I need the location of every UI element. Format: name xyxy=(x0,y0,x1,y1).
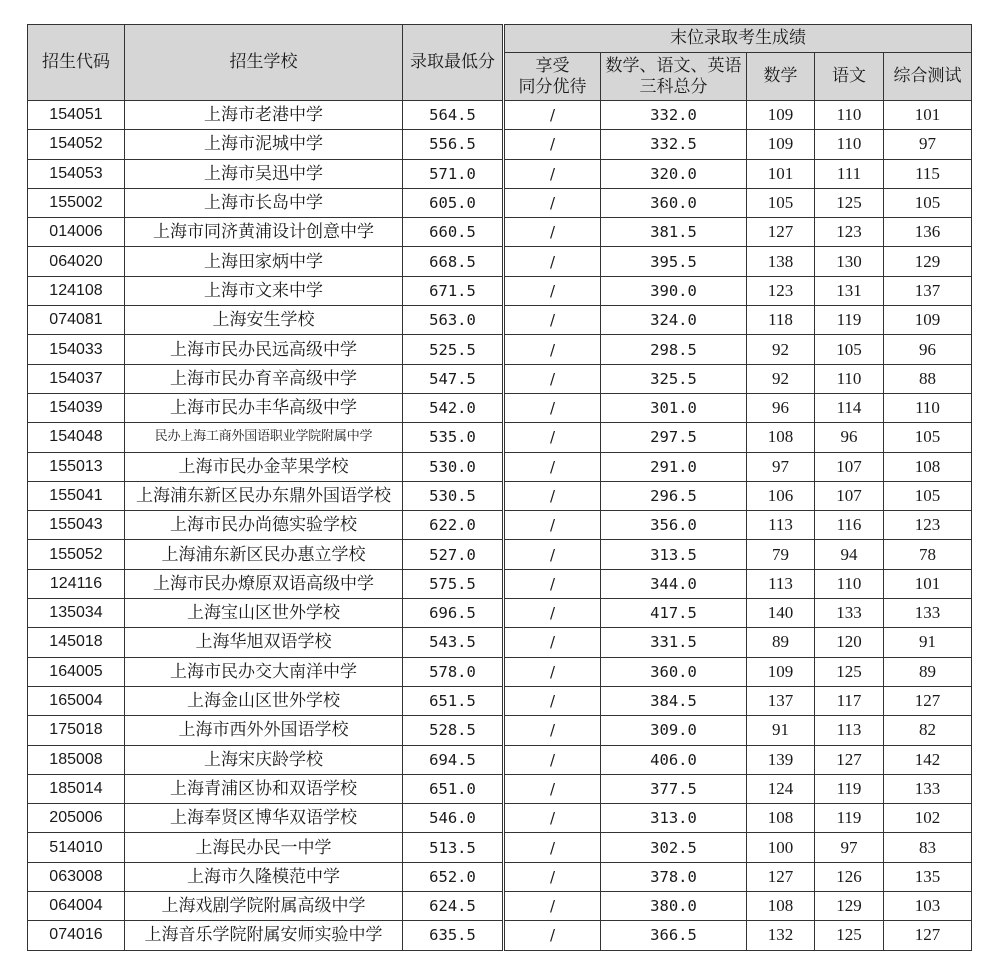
cell-code: 154039 xyxy=(28,393,125,422)
cell-school: 上海市民办丰华高级中学 xyxy=(125,393,403,422)
cell-code: 185008 xyxy=(28,745,125,774)
cell-school: 上海市民办燎原双语高级中学 xyxy=(125,569,403,598)
cell-school: 上海市文来中学 xyxy=(125,276,403,305)
cell-chinese: 110 xyxy=(815,101,884,130)
cell-school: 民办上海工商外国语职业学院附属中学 xyxy=(125,423,403,452)
cell-chinese: 127 xyxy=(815,745,884,774)
table-row xyxy=(28,804,972,833)
cell-math: 138 xyxy=(747,247,815,276)
cell-three-subject-total: 313.0 xyxy=(601,804,747,833)
cell-code: 154037 xyxy=(28,364,125,393)
cell-min-score: 605.0 xyxy=(403,188,504,217)
cell-code: 164005 xyxy=(28,657,125,686)
cell-priority: / xyxy=(504,599,601,628)
cell-priority: / xyxy=(504,862,601,891)
cell-chinese: 116 xyxy=(815,511,884,540)
table-row xyxy=(28,247,972,276)
cell-comprehensive: 97 xyxy=(884,130,972,159)
cell-comprehensive: 137 xyxy=(884,276,972,305)
cell-priority: / xyxy=(504,452,601,481)
cell-math: 108 xyxy=(747,804,815,833)
table-row xyxy=(28,540,972,569)
cell-math: 108 xyxy=(747,892,815,921)
table-row xyxy=(28,686,972,715)
cell-school: 上海音乐学院附属安师实验中学 xyxy=(125,921,403,950)
cell-three-subject-total: 324.0 xyxy=(601,306,747,335)
header-three-subject-total: 数学、语文、英语三科总分 xyxy=(601,53,747,101)
cell-school: 上海市同济黄浦设计创意中学 xyxy=(125,218,403,247)
cell-three-subject-total: 417.5 xyxy=(601,599,747,628)
cell-chinese: 119 xyxy=(815,306,884,335)
cell-chinese: 111 xyxy=(815,159,884,188)
cell-comprehensive: 136 xyxy=(884,218,972,247)
cell-code: 155052 xyxy=(28,540,125,569)
cell-math: 140 xyxy=(747,599,815,628)
table-header xyxy=(28,25,972,101)
cell-comprehensive: 83 xyxy=(884,833,972,862)
cell-three-subject-total: 325.5 xyxy=(601,364,747,393)
table-row xyxy=(28,159,972,188)
cell-math: 91 xyxy=(747,716,815,745)
cell-chinese: 123 xyxy=(815,218,884,247)
table-row xyxy=(28,188,972,217)
cell-three-subject-total: 366.5 xyxy=(601,921,747,950)
cell-school: 上海市民办金苹果学校 xyxy=(125,452,403,481)
cell-chinese: 120 xyxy=(815,628,884,657)
cell-priority: / xyxy=(504,657,601,686)
cell-priority: / xyxy=(504,159,601,188)
cell-math: 109 xyxy=(747,101,815,130)
cell-min-score: 660.5 xyxy=(403,218,504,247)
cell-three-subject-total: 297.5 xyxy=(601,423,747,452)
cell-comprehensive: 133 xyxy=(884,774,972,803)
cell-school: 上海宋庆龄学校 xyxy=(125,745,403,774)
table-row xyxy=(28,569,972,598)
cell-math: 109 xyxy=(747,657,815,686)
cell-min-score: 543.5 xyxy=(403,628,504,657)
cell-code: 154051 xyxy=(28,101,125,130)
table-row xyxy=(28,921,972,950)
cell-priority: / xyxy=(504,101,601,130)
cell-min-score: 651.0 xyxy=(403,774,504,803)
cell-math: 127 xyxy=(747,862,815,891)
table-row xyxy=(28,599,972,628)
cell-math: 92 xyxy=(747,364,815,393)
cell-comprehensive: 115 xyxy=(884,159,972,188)
table-row xyxy=(28,774,972,803)
cell-priority: / xyxy=(504,921,601,950)
cell-priority: / xyxy=(504,628,601,657)
cell-priority: / xyxy=(504,892,601,921)
cell-three-subject-total: 344.0 xyxy=(601,569,747,598)
cell-comprehensive: 78 xyxy=(884,540,972,569)
cell-three-subject-total: 360.0 xyxy=(601,657,747,686)
cell-school: 上海民办民一中学 xyxy=(125,833,403,862)
cell-code: 514010 xyxy=(28,833,125,862)
cell-school: 上海市长岛中学 xyxy=(125,188,403,217)
cell-comprehensive: 105 xyxy=(884,188,972,217)
table-row xyxy=(28,833,972,862)
cell-code: 074016 xyxy=(28,921,125,950)
cell-chinese: 97 xyxy=(815,833,884,862)
cell-comprehensive: 105 xyxy=(884,481,972,510)
cell-priority: / xyxy=(504,247,601,276)
cell-chinese: 125 xyxy=(815,921,884,950)
cell-math: 137 xyxy=(747,686,815,715)
cell-three-subject-total: 332.5 xyxy=(601,130,747,159)
cell-code: 135034 xyxy=(28,599,125,628)
cell-math: 108 xyxy=(747,423,815,452)
header-min-score: 录取最低分 xyxy=(403,25,504,101)
cell-priority: / xyxy=(504,745,601,774)
cell-min-score: 635.5 xyxy=(403,921,504,950)
cell-chinese: 131 xyxy=(815,276,884,305)
cell-school: 上海浦东新区民办惠立学校 xyxy=(125,540,403,569)
cell-three-subject-total: 381.5 xyxy=(601,218,747,247)
cell-three-subject-total: 302.5 xyxy=(601,833,747,862)
cell-school: 上海市西外外国语学校 xyxy=(125,716,403,745)
cell-code: 155013 xyxy=(28,452,125,481)
cell-chinese: 110 xyxy=(815,130,884,159)
cell-comprehensive: 129 xyxy=(884,247,972,276)
cell-comprehensive: 135 xyxy=(884,862,972,891)
cell-comprehensive: 89 xyxy=(884,657,972,686)
cell-priority: / xyxy=(504,188,601,217)
table-row xyxy=(28,628,972,657)
cell-code: 154033 xyxy=(28,335,125,364)
cell-code: 063008 xyxy=(28,862,125,891)
cell-code: 155043 xyxy=(28,511,125,540)
header-school: 招生学校 xyxy=(125,25,403,101)
cell-school: 上海市老港中学 xyxy=(125,101,403,130)
cell-chinese: 126 xyxy=(815,862,884,891)
cell-math: 79 xyxy=(747,540,815,569)
table-row xyxy=(28,130,972,159)
cell-comprehensive: 88 xyxy=(884,364,972,393)
cell-priority: / xyxy=(504,130,601,159)
cell-priority: / xyxy=(504,569,601,598)
cell-min-score: 694.5 xyxy=(403,745,504,774)
cell-three-subject-total: 390.0 xyxy=(601,276,747,305)
cell-min-score: 668.5 xyxy=(403,247,504,276)
cell-min-score: 622.0 xyxy=(403,511,504,540)
header-math: 数学 xyxy=(747,53,815,101)
cell-priority: / xyxy=(504,833,601,862)
cell-chinese: 105 xyxy=(815,335,884,364)
cell-three-subject-total: 332.0 xyxy=(601,101,747,130)
cell-min-score: 671.5 xyxy=(403,276,504,305)
cell-min-score: 530.5 xyxy=(403,481,504,510)
cell-school: 上海市民办民远高级中学 xyxy=(125,335,403,364)
cell-chinese: 125 xyxy=(815,188,884,217)
cell-comprehensive: 101 xyxy=(884,569,972,598)
cell-priority: / xyxy=(504,686,601,715)
cell-chinese: 94 xyxy=(815,540,884,569)
table-row xyxy=(28,423,972,452)
cell-min-score: 535.0 xyxy=(403,423,504,452)
cell-comprehensive: 110 xyxy=(884,393,972,422)
cell-school: 上海市民办交大南洋中学 xyxy=(125,657,403,686)
cell-priority: / xyxy=(504,540,601,569)
cell-min-score: 575.5 xyxy=(403,569,504,598)
cell-comprehensive: 101 xyxy=(884,101,972,130)
cell-comprehensive: 102 xyxy=(884,804,972,833)
table-row xyxy=(28,306,972,335)
table-row xyxy=(28,452,972,481)
table-row xyxy=(28,335,972,364)
cell-three-subject-total: 298.5 xyxy=(601,335,747,364)
table-row xyxy=(28,862,972,891)
table-row xyxy=(28,101,972,130)
cell-code: 014006 xyxy=(28,218,125,247)
cell-comprehensive: 127 xyxy=(884,921,972,950)
cell-comprehensive: 103 xyxy=(884,892,972,921)
cell-school: 上海华旭双语学校 xyxy=(125,628,403,657)
cell-math: 124 xyxy=(747,774,815,803)
table-body xyxy=(28,101,972,951)
cell-math: 100 xyxy=(747,833,815,862)
cell-school: 上海田家炳中学 xyxy=(125,247,403,276)
cell-priority: / xyxy=(504,335,601,364)
cell-priority: / xyxy=(504,804,601,833)
cell-code: 124116 xyxy=(28,569,125,598)
cell-chinese: 119 xyxy=(815,774,884,803)
cell-three-subject-total: 331.5 xyxy=(601,628,747,657)
cell-comprehensive: 105 xyxy=(884,423,972,452)
cell-code: 175018 xyxy=(28,716,125,745)
cell-school: 上海戏剧学院附属高级中学 xyxy=(125,892,403,921)
table-row xyxy=(28,657,972,686)
table-row xyxy=(28,481,972,510)
table-row xyxy=(28,393,972,422)
cell-three-subject-total: 377.5 xyxy=(601,774,747,803)
cell-min-score: 578.0 xyxy=(403,657,504,686)
cell-priority: / xyxy=(504,364,601,393)
cell-code: 064020 xyxy=(28,247,125,276)
header-priority: 享受 同分优待 xyxy=(504,53,601,101)
cell-priority: / xyxy=(504,423,601,452)
cell-min-score: 528.5 xyxy=(403,716,504,745)
cell-math: 97 xyxy=(747,452,815,481)
table-row xyxy=(28,892,972,921)
cell-school: 上海金山区世外学校 xyxy=(125,686,403,715)
cell-code: 205006 xyxy=(28,804,125,833)
cell-chinese: 110 xyxy=(815,364,884,393)
cell-comprehensive: 133 xyxy=(884,599,972,628)
cell-three-subject-total: 395.5 xyxy=(601,247,747,276)
cell-school: 上海浦东新区民办东鼎外国语学校 xyxy=(125,481,403,510)
cell-three-subject-total: 296.5 xyxy=(601,481,747,510)
cell-priority: / xyxy=(504,276,601,305)
cell-three-subject-total: 313.5 xyxy=(601,540,747,569)
cell-comprehensive: 82 xyxy=(884,716,972,745)
cell-comprehensive: 96 xyxy=(884,335,972,364)
cell-code: 154053 xyxy=(28,159,125,188)
cell-min-score: 527.0 xyxy=(403,540,504,569)
cell-min-score: 513.5 xyxy=(403,833,504,862)
table-row xyxy=(28,716,972,745)
cell-school: 上海宝山区世外学校 xyxy=(125,599,403,628)
cell-code: 155002 xyxy=(28,188,125,217)
cell-code: 124108 xyxy=(28,276,125,305)
cell-code: 154048 xyxy=(28,423,125,452)
cell-chinese: 107 xyxy=(815,452,884,481)
cell-min-score: 564.5 xyxy=(403,101,504,130)
cell-priority: / xyxy=(504,218,601,247)
cell-math: 106 xyxy=(747,481,815,510)
cell-chinese: 130 xyxy=(815,247,884,276)
cell-school: 上海安生学校 xyxy=(125,306,403,335)
table-row xyxy=(28,364,972,393)
cell-min-score: 525.5 xyxy=(403,335,504,364)
cell-min-score: 571.0 xyxy=(403,159,504,188)
header-comprehensive: 综合测试 xyxy=(884,53,972,101)
cell-code: 165004 xyxy=(28,686,125,715)
cell-chinese: 133 xyxy=(815,599,884,628)
cell-math: 101 xyxy=(747,159,815,188)
cell-priority: / xyxy=(504,774,601,803)
cell-math: 113 xyxy=(747,511,815,540)
cell-three-subject-total: 378.0 xyxy=(601,862,747,891)
cell-three-subject-total: 380.0 xyxy=(601,892,747,921)
cell-school: 上海市民办尚德实验学校 xyxy=(125,511,403,540)
cell-code: 145018 xyxy=(28,628,125,657)
cell-school: 上海市吴迅中学 xyxy=(125,159,403,188)
cell-chinese: 110 xyxy=(815,569,884,598)
cell-math: 105 xyxy=(747,188,815,217)
header-chinese: 语文 xyxy=(815,53,884,101)
header-last-admitted-scores: 末位录取考生成绩 xyxy=(504,25,972,53)
cell-math: 89 xyxy=(747,628,815,657)
cell-code: 155041 xyxy=(28,481,125,510)
cell-chinese: 114 xyxy=(815,393,884,422)
cell-comprehensive: 127 xyxy=(884,686,972,715)
cell-three-subject-total: 406.0 xyxy=(601,745,747,774)
cell-min-score: 696.5 xyxy=(403,599,504,628)
cell-code: 064004 xyxy=(28,892,125,921)
cell-min-score: 652.0 xyxy=(403,862,504,891)
cell-min-score: 624.5 xyxy=(403,892,504,921)
cell-priority: / xyxy=(504,306,601,335)
cell-comprehensive: 108 xyxy=(884,452,972,481)
cell-math: 92 xyxy=(747,335,815,364)
cell-three-subject-total: 309.0 xyxy=(601,716,747,745)
cell-chinese: 117 xyxy=(815,686,884,715)
cell-comprehensive: 142 xyxy=(884,745,972,774)
cell-priority: / xyxy=(504,716,601,745)
cell-math: 127 xyxy=(747,218,815,247)
cell-priority: / xyxy=(504,393,601,422)
cell-three-subject-total: 360.0 xyxy=(601,188,747,217)
table-row xyxy=(28,218,972,247)
cell-three-subject-total: 356.0 xyxy=(601,511,747,540)
cell-code: 074081 xyxy=(28,306,125,335)
cell-min-score: 547.5 xyxy=(403,364,504,393)
cell-comprehensive: 91 xyxy=(884,628,972,657)
cell-three-subject-total: 384.5 xyxy=(601,686,747,715)
header-code: 招生代码 xyxy=(28,25,125,101)
cell-comprehensive: 123 xyxy=(884,511,972,540)
cell-math: 132 xyxy=(747,921,815,950)
cell-code: 185014 xyxy=(28,774,125,803)
cell-min-score: 563.0 xyxy=(403,306,504,335)
cell-min-score: 546.0 xyxy=(403,804,504,833)
cell-min-score: 651.5 xyxy=(403,686,504,715)
cell-math: 96 xyxy=(747,393,815,422)
cell-three-subject-total: 301.0 xyxy=(601,393,747,422)
cell-code: 154052 xyxy=(28,130,125,159)
cell-chinese: 96 xyxy=(815,423,884,452)
table-row xyxy=(28,745,972,774)
cell-math: 123 xyxy=(747,276,815,305)
cell-math: 113 xyxy=(747,569,815,598)
cell-school: 上海青浦区协和双语学校 xyxy=(125,774,403,803)
cell-min-score: 542.0 xyxy=(403,393,504,422)
cell-priority: / xyxy=(504,511,601,540)
table-row xyxy=(28,276,972,305)
cell-priority: / xyxy=(504,481,601,510)
cell-school: 上海市民办育辛高级中学 xyxy=(125,364,403,393)
cell-chinese: 129 xyxy=(815,892,884,921)
cell-three-subject-total: 320.0 xyxy=(601,159,747,188)
table-row xyxy=(28,511,972,540)
cell-math: 118 xyxy=(747,306,815,335)
cell-min-score: 556.5 xyxy=(403,130,504,159)
cell-chinese: 125 xyxy=(815,657,884,686)
admission-score-table xyxy=(27,24,972,951)
cell-min-score: 530.0 xyxy=(403,452,504,481)
cell-chinese: 119 xyxy=(815,804,884,833)
cell-math: 139 xyxy=(747,745,815,774)
cell-three-subject-total: 291.0 xyxy=(601,452,747,481)
cell-math: 109 xyxy=(747,130,815,159)
cell-chinese: 107 xyxy=(815,481,884,510)
cell-school: 上海市泥城中学 xyxy=(125,130,403,159)
cell-school: 上海市久隆模范中学 xyxy=(125,862,403,891)
cell-chinese: 113 xyxy=(815,716,884,745)
cell-comprehensive: 109 xyxy=(884,306,972,335)
cell-school: 上海奉贤区博华双语学校 xyxy=(125,804,403,833)
